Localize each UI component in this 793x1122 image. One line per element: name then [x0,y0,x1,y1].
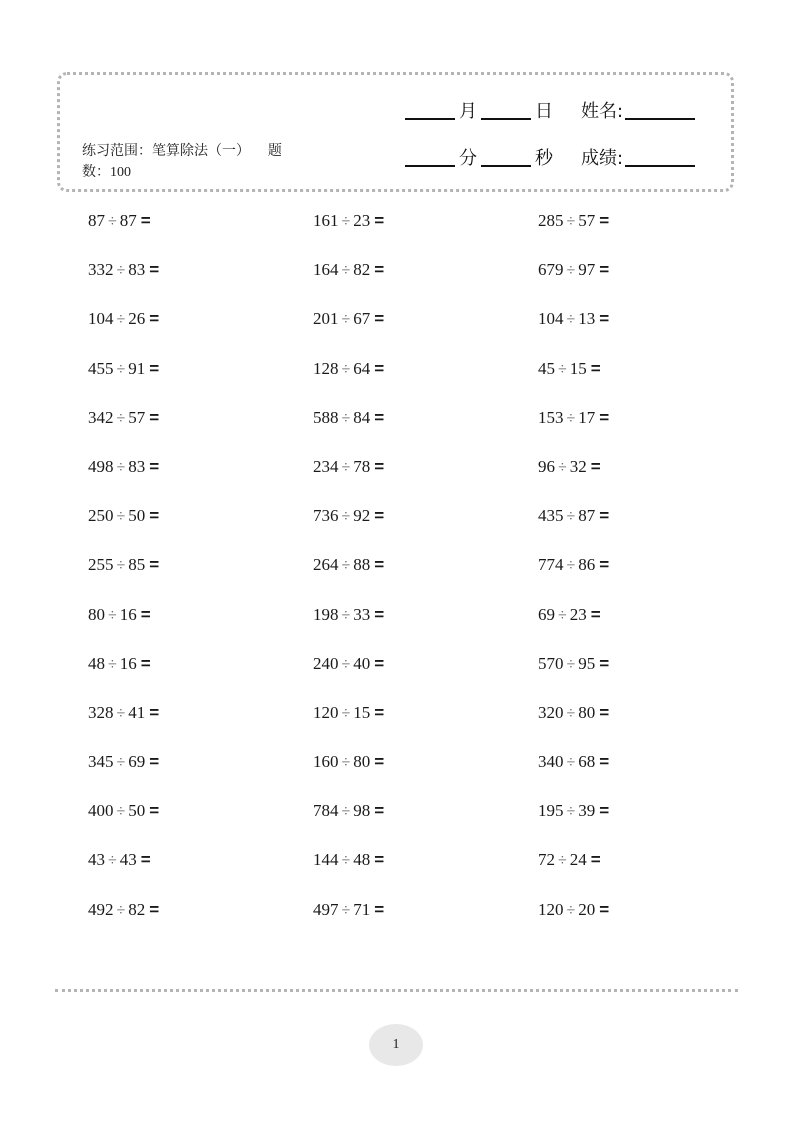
dividend: 234 [313,456,339,476]
divisor: 15 [569,358,587,378]
equals-sign: = [374,407,385,427]
dividend: 588 [313,407,339,427]
dividend: 128 [313,358,339,378]
divisor: 39 [578,801,596,821]
dividend: 455 [88,358,114,378]
equals-sign: = [374,456,385,476]
divide-symbol: ÷ [566,901,576,919]
division-problem [88,307,313,356]
divisor: 84 [353,407,371,427]
divisor: 80 [353,752,371,772]
day-label: 日 [535,101,553,122]
divide-symbol: ÷ [116,409,126,427]
division-problem [538,357,748,406]
division-problem [313,258,538,307]
equals-sign: = [599,407,610,427]
worksheet-header-box [57,72,734,192]
dividend: 161 [313,211,339,230]
divisor: 33 [353,604,371,624]
divisor: 20 [578,899,596,919]
divide-symbol: ÷ [341,754,351,772]
division-problem [538,209,748,258]
division-problem [313,504,538,553]
divide-symbol: ÷ [341,557,351,575]
divide-symbol: ÷ [566,803,576,821]
division-problem [538,406,748,455]
division-problem [88,750,313,799]
equals-sign: = [599,653,610,673]
divide-symbol: ÷ [108,655,117,673]
dividend: 160 [313,752,339,772]
divisor: 13 [578,309,596,329]
dividend: 679 [538,260,564,280]
equals-sign: = [149,899,160,919]
score-blank[interactable] [625,165,695,167]
dividend: 255 [88,555,114,575]
equals-sign: = [590,604,601,624]
count-label-continued: 数： [82,164,110,180]
division-problem [88,258,313,307]
division-problem [313,701,538,750]
divisor: 43 [119,850,137,870]
divide-symbol: ÷ [341,360,351,378]
scope-label: 练习范围：笔算除法（一） [82,143,250,159]
dividend: 240 [313,653,339,673]
equals-sign: = [599,506,610,526]
divisor: 85 [128,555,146,575]
division-problem [538,750,748,799]
divide-symbol: ÷ [341,262,351,280]
divisor: 57 [578,211,596,230]
divide-symbol: ÷ [341,409,351,427]
practice-scope [82,141,322,183]
division-problem [538,603,748,652]
dividend: 435 [538,506,564,526]
division-problem [88,603,313,652]
division-problem [538,258,748,307]
equals-sign: = [374,899,385,919]
divide-symbol: ÷ [566,754,576,772]
dividend: 264 [313,555,339,575]
division-problem [88,652,313,701]
division-problem [538,848,748,897]
divisor: 86 [578,555,596,575]
divide-symbol: ÷ [341,704,351,722]
divide-symbol: ÷ [341,213,351,230]
equals-sign: = [599,260,610,280]
dividend: 201 [313,309,339,329]
dividend: 72 [538,850,555,870]
divisor: 41 [128,702,146,722]
equals-sign: = [140,653,151,673]
dividend: 400 [88,801,114,821]
equals-sign: = [599,309,610,329]
divisor: 69 [128,752,146,772]
division-problem [88,701,313,750]
equals-sign: = [599,211,610,230]
equals-sign: = [149,456,160,476]
equals-sign: = [374,309,385,329]
division-problem [88,357,313,406]
divisor: 64 [353,358,371,378]
dividend: 570 [538,653,564,673]
divide-symbol: ÷ [558,360,567,378]
divide-symbol: ÷ [116,262,126,280]
divisor: 26 [128,309,146,329]
division-problem [313,898,538,947]
day-blank[interactable] [481,118,531,120]
name-blank[interactable] [625,118,695,120]
divide-symbol: ÷ [566,311,576,329]
equals-sign: = [149,801,160,821]
division-problem [313,455,538,504]
divisor: 98 [353,801,371,821]
dividend: 328 [88,702,114,722]
divide-symbol: ÷ [566,508,576,526]
divide-symbol: ÷ [116,458,126,476]
divide-symbol: ÷ [116,508,126,526]
equals-sign: = [590,456,601,476]
dividend: 340 [538,752,564,772]
divisor: 23 [353,211,371,230]
dividend: 69 [538,604,555,624]
dividend: 285 [538,211,564,230]
month-blank[interactable] [405,118,455,120]
division-problem [313,848,538,897]
divide-symbol: ÷ [116,901,126,919]
division-problem [313,307,538,356]
divide-symbol: ÷ [558,606,567,624]
divide-symbol: ÷ [341,311,351,329]
divide-symbol: ÷ [566,213,576,230]
divisor: 16 [119,604,137,624]
divisor: 87 [119,211,137,230]
equals-sign: = [140,850,151,870]
equals-sign: = [149,555,160,575]
division-problem [88,209,313,258]
equals-sign: = [599,801,610,821]
dividend: 144 [313,850,339,870]
divisor: 83 [128,260,146,280]
equals-sign: = [599,899,610,919]
division-problem [313,209,538,258]
divide-symbol: ÷ [116,311,126,329]
division-problem [313,799,538,848]
equals-sign: = [374,604,385,624]
divide-symbol: ÷ [116,754,126,772]
dividend: 120 [313,702,339,722]
second-blank[interactable] [481,165,531,167]
dividend: 784 [313,801,339,821]
divide-symbol: ÷ [566,262,576,280]
divisor: 40 [353,653,371,673]
divisor: 82 [128,899,146,919]
division-problem [538,307,748,356]
dividend: 345 [88,752,114,772]
dividend: 48 [88,653,105,673]
dividend: 104 [88,309,114,329]
dividend: 736 [313,506,339,526]
divide-symbol: ÷ [566,409,576,427]
division-problem [88,553,313,602]
equals-sign: = [374,801,385,821]
dividend: 96 [538,456,555,476]
division-problem [313,406,538,455]
divisor: 16 [119,653,137,673]
divide-symbol: ÷ [566,557,576,575]
equals-sign: = [599,752,610,772]
divisor: 95 [578,653,596,673]
dividend: 80 [88,604,105,624]
division-problem [313,357,538,406]
divisor: 15 [353,702,371,722]
division-problem [538,898,748,947]
equals-sign: = [140,211,151,230]
equals-sign: = [149,309,160,329]
division-problem [313,652,538,701]
equals-sign: = [149,506,160,526]
equals-sign: = [374,752,385,772]
divisor: 91 [128,358,146,378]
equals-sign: = [599,702,610,722]
equals-sign: = [374,211,385,230]
division-problem [313,553,538,602]
footer-divider [55,989,738,992]
divisor: 50 [128,506,146,526]
equals-sign: = [149,752,160,772]
time-score-row [405,146,695,172]
division-problem [313,603,538,652]
equals-sign: = [374,555,385,575]
divide-symbol: ÷ [341,852,351,870]
equals-sign: = [374,850,385,870]
equals-sign: = [374,358,385,378]
divide-symbol: ÷ [341,606,351,624]
division-problem [88,799,313,848]
divisor: 67 [353,309,371,329]
divide-symbol: ÷ [116,803,126,821]
dividend: 492 [88,899,114,919]
equals-sign: = [374,702,385,722]
dividend: 198 [313,604,339,624]
divide-symbol: ÷ [108,852,117,870]
divide-symbol: ÷ [341,508,351,526]
dividend: 250 [88,506,114,526]
divisor: 71 [353,899,371,919]
division-problem [538,504,748,553]
equals-sign: = [149,358,160,378]
divisor: 68 [578,752,596,772]
equals-sign: = [374,260,385,280]
dividend: 498 [88,456,114,476]
divide-symbol: ÷ [558,852,567,870]
divisor: 32 [569,456,587,476]
date-name-row [405,99,695,125]
division-problem [88,848,313,897]
divisor: 92 [353,506,371,526]
equals-sign: = [374,506,385,526]
equals-sign: = [590,358,601,378]
divisor: 78 [353,456,371,476]
minute-label: 分 [459,148,477,169]
divide-symbol: ÷ [341,458,351,476]
dividend: 774 [538,555,564,575]
dividend: 87 [88,211,105,230]
divisor: 57 [128,407,146,427]
division-problem [538,652,748,701]
division-problem [538,701,748,750]
dividend: 43 [88,850,105,870]
divide-symbol: ÷ [558,458,567,476]
divisor: 97 [578,260,596,280]
page-number-badge [369,1024,423,1066]
equals-sign: = [149,407,160,427]
month-label: 月 [459,101,477,122]
divisor: 87 [578,506,596,526]
division-problem [538,553,748,602]
problem-count: 100 [110,165,131,180]
dividend: 497 [313,899,339,919]
name-label: 姓名: [581,101,624,122]
divide-symbol: ÷ [566,655,576,673]
divisor: 83 [128,456,146,476]
divisor: 24 [569,850,587,870]
divide-symbol: ÷ [341,803,351,821]
divisor: 80 [578,702,596,722]
dividend: 164 [313,260,339,280]
divide-symbol: ÷ [341,901,351,919]
score-label: 成绩: [581,148,624,169]
divisor: 17 [578,407,596,427]
dividend: 195 [538,801,564,821]
division-problem [313,750,538,799]
dividend: 332 [88,260,114,280]
minute-blank[interactable] [405,165,455,167]
divide-symbol: ÷ [108,213,117,230]
division-problem [538,799,748,848]
count-label: 题 [267,143,282,159]
page-number: 1 [392,1037,400,1052]
divisor: 88 [353,555,371,575]
divide-symbol: ÷ [116,557,126,575]
problem-grid [88,209,748,947]
divide-symbol: ÷ [566,704,576,722]
division-problem [88,504,313,553]
divisor: 82 [353,260,371,280]
divide-symbol: ÷ [116,360,126,378]
equals-sign: = [149,702,160,722]
equals-sign: = [590,850,601,870]
divide-symbol: ÷ [116,704,126,722]
division-problem [538,455,748,504]
divisor: 48 [353,850,371,870]
division-problem [88,406,313,455]
equals-sign: = [149,260,160,280]
equals-sign: = [140,604,151,624]
division-problem [88,898,313,947]
divide-symbol: ÷ [108,606,117,624]
dividend: 153 [538,407,564,427]
divisor: 50 [128,801,146,821]
equals-sign: = [599,555,610,575]
dividend: 320 [538,702,564,722]
division-problem [88,455,313,504]
divide-symbol: ÷ [341,655,351,673]
second-label: 秒 [535,148,553,169]
dividend: 342 [88,407,114,427]
dividend: 120 [538,899,564,919]
equals-sign: = [374,653,385,673]
dividend: 104 [538,309,564,329]
divisor: 23 [569,604,587,624]
dividend: 45 [538,358,555,378]
